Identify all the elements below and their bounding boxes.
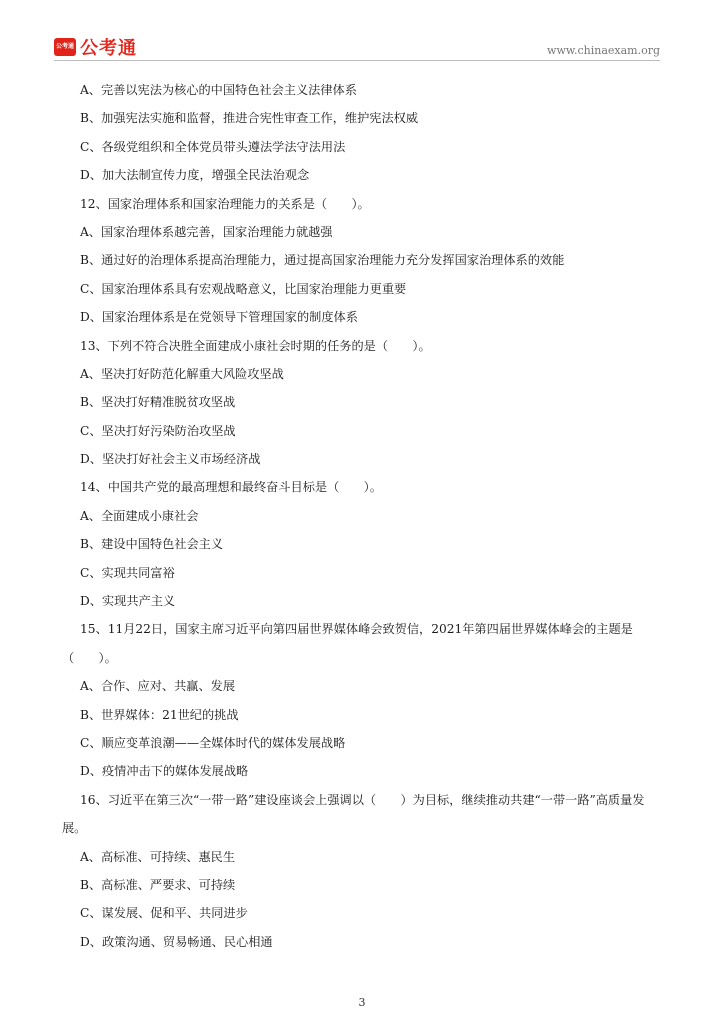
answer-option: D、加大法制宣传力度，增强全民法治观念	[80, 168, 310, 183]
page-header	[0, 0, 724, 62]
answer-option: B、世界媒体：21世纪的挑战	[80, 707, 239, 722]
answer-option: B、建设中国特色社会主义	[80, 537, 224, 552]
answer-option: A、合作、应对、共赢、发展	[80, 679, 236, 694]
answer-option: D、实现共产主义	[80, 594, 176, 609]
logo-text: 公考通	[80, 38, 137, 59]
answer-option: A、高标准、可持续、惠民生	[80, 849, 236, 864]
answer-option: C、实现共同富裕	[80, 565, 175, 580]
answer-option: C、坚决打好污染防治攻坚战	[80, 423, 236, 438]
answer-option: D、政策沟通、贸易畅通、民心相通	[80, 934, 273, 949]
question-text: 13、下列不符合决胜全面建成小康社会时期的任务的是（ ）。	[80, 338, 431, 353]
page-number: 3	[358, 996, 366, 1009]
answer-option: A、国家治理体系越完善，国家治理能力就越强	[80, 224, 333, 239]
site-url: www.chinaexam.org	[547, 44, 660, 57]
answer-option: D、疫情冲击下的媒体发展战略	[80, 764, 249, 779]
answer-option: D、国家治理体系是在党领导下管理国家的制度体系	[80, 310, 358, 325]
answer-option: D、坚决打好社会主义市场经济战	[80, 452, 261, 467]
logo	[54, 34, 137, 60]
answer-option: A、坚决打好防范化解重大风险攻坚战	[80, 366, 284, 381]
answer-option: A、完善以宪法为核心的中国特色社会主义法律体系	[80, 83, 357, 97]
question-text: 16、习近平在第三次“一带一路”建设座谈会上强调以（ ）为目标，继续推动共建“一带一路”高质量发展。	[62, 792, 645, 836]
header-divider	[54, 60, 660, 61]
question-text: 12、国家治理体系和国家治理能力的关系是（ ）。	[80, 196, 370, 211]
answer-option: B、坚决打好精准脱贫攻坚战	[80, 395, 236, 410]
answer-option: B、高标准、严要求、可持续	[80, 878, 236, 892]
answer-option: B、加强宪法实施和监督，推进合宪性审查工作，维护宪法权威	[80, 111, 419, 126]
question-text: 14、中国共产党的最高理想和最终奋斗目标是（ ）。	[80, 480, 382, 495]
answer-option: C、各级党组织和全体党员带头遵法学法守法用法	[80, 139, 346, 154]
logo-badge: 公考通	[54, 38, 76, 56]
question-text: 15、11月22日，国家主席习近平向第四届世界媒体峰会致贺信，2021年第四届世界媒体峰会的主题是（ ）。	[62, 622, 633, 665]
answer-option: C、谋发展、促和平、共同进步	[80, 906, 248, 921]
answer-option: C、顺应变革浪潮——全媒体时代的媒体发展战略	[80, 736, 346, 751]
answer-option: B、通过好的治理体系提高治理能力，通过提高国家治理能力充分发挥国家治理体系的效能	[80, 253, 565, 268]
answer-option: A、全面建成小康社会	[80, 508, 199, 523]
answer-option: C、国家治理体系具有宏观战略意义，比国家治理能力更重要	[80, 281, 407, 296]
document-body	[62, 76, 668, 956]
